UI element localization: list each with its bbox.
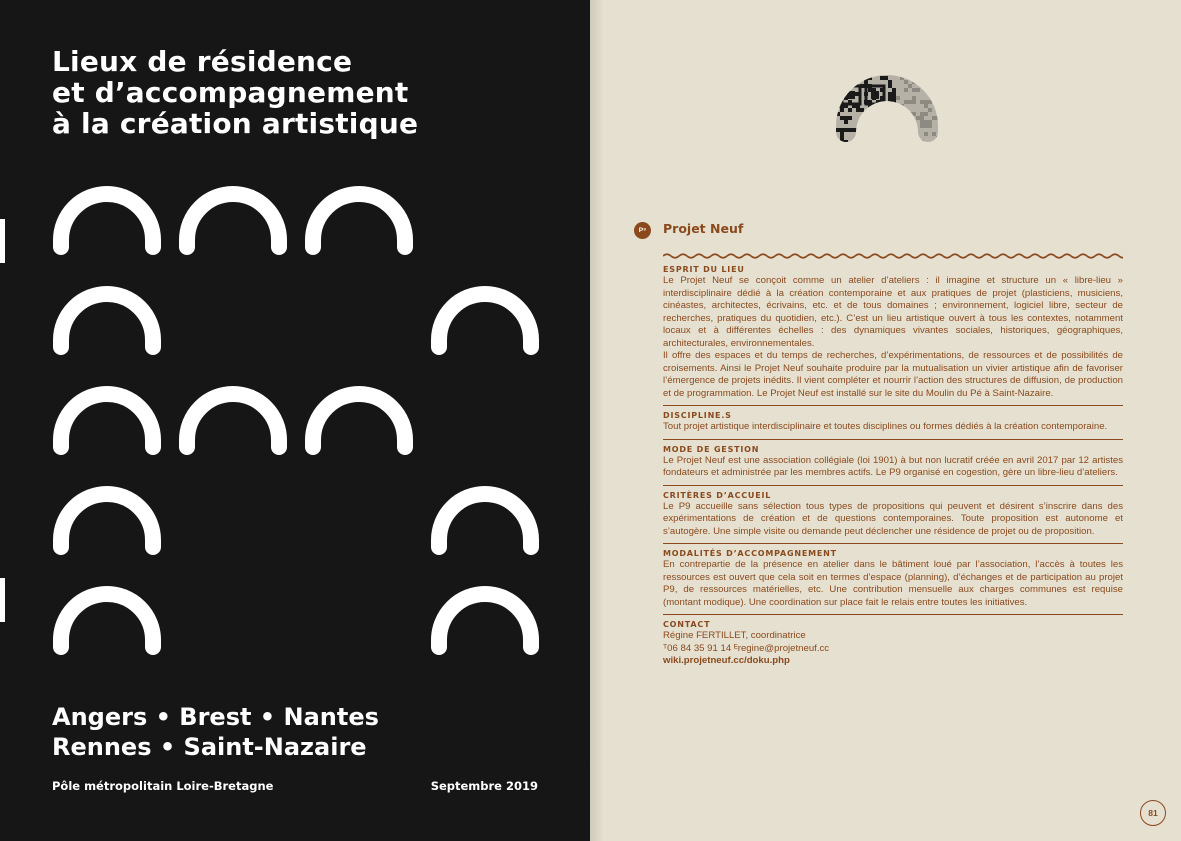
- arch-icon: [304, 185, 414, 260]
- qr-code-icon: [834, 72, 940, 144]
- arch-icon: [304, 385, 414, 460]
- section-body: Le Projet Neuf est une association collégiale (loi 1901) à but non lucratif créée en avril 2017 par 12 artistes fondateurs et administrée par les membres actifs. Le P9 organisé en cogestion, gère un libre-lieu d’ateliers.: [663, 454, 1123, 478]
- left-page: [0, 0, 590, 841]
- tab-marker: [0, 219, 5, 263]
- project-title: Projet Neuf: [663, 221, 744, 236]
- section-contact: [663, 614, 1123, 673]
- contact-phone-email[interactable]: ᵀ06 84 35 91 14 ᴱregine@projetneuf.cc: [663, 642, 830, 654]
- section-disciplines: [663, 405, 1123, 439]
- title-line: Lieux de résidence: [52, 45, 353, 78]
- section-gestion: [663, 439, 1123, 485]
- section-body: Il offre des espaces et du temps de recherches, d’expérimentations, de ressources et de possibilités de croisements. Ainsi le Projet Neuf souhaite produire par la mutualisation un vivier artistique afin de favoriser l’émergence de projets inédits. Il vient compléter et nourrir l’action des structures de diffusion, de production et de programmation. Le Projet Neuf est installé sur le site du Moulin du Pé à Saint-Nazaire.: [663, 350, 1123, 399]
- arch-icon: [52, 385, 162, 460]
- project-badge: P⁹: [634, 222, 651, 239]
- section-esprit: [663, 264, 1123, 405]
- arch-icon: [430, 285, 540, 360]
- arch-icon: [430, 585, 540, 660]
- section-heading: CONTACT: [663, 620, 711, 629]
- cities-line: Rennes • Saint-Nazaire: [52, 733, 367, 761]
- section-body: En contrepartie de la présence en atelier dans le bâtiment loué par l’association, l’accès à toutes les ressources est ouvert que cela soit en termes d’espace (planning), d’échanges et de participation au projet P9, de ressources matérielles, etc. Une contribution mensuelle aux charges communes est requise (montant modique). Une coordination sur place fait le relais entre toutes les initiatives.: [663, 559, 1123, 608]
- contact-name: Régine FERTILLET, coordinatrice: [663, 630, 806, 641]
- project-content: [663, 264, 1123, 673]
- page-spine-shadow: [590, 0, 604, 841]
- page-number: 81: [1140, 800, 1166, 826]
- section-body: Le P9 accueille sans sélection tous types de propositions qui peuvent et désirent s’inscrire dans des expérimentations de création et de questions contemporaines. Toute proposition est autonome et s’autogère. Une simple visite ou demande peut déclencher une résidence de projet ou de proposition.: [663, 500, 1123, 537]
- publisher-label: Pôle métropolitain Loire-Bretagne: [52, 779, 274, 793]
- arch-icon: [52, 285, 162, 360]
- cities-list: [52, 702, 379, 762]
- section-body: Tout projet artistique interdisciplinaire et toutes disciplines ou formes dédiés à la création contemporaine.: [663, 421, 1108, 432]
- arch-icon: [52, 485, 162, 560]
- arch-icon: [178, 385, 288, 460]
- wave-divider: [663, 250, 1123, 262]
- title-line: à la création artistique: [52, 107, 419, 140]
- section-heading: MODE DE GESTION: [663, 444, 760, 454]
- section-modalites: [663, 543, 1123, 614]
- section-heading: ESPRIT DU LIEU: [663, 265, 745, 274]
- section-heading: CRITÈRES D’ACCUEIL: [663, 490, 772, 500]
- date-label: Septembre 2019: [430, 779, 538, 793]
- cities-line: Angers • Brest • Nantes: [52, 703, 379, 731]
- section-criteres: [663, 485, 1123, 544]
- section-heading: DISCIPLINE.S: [663, 411, 732, 420]
- tab-marker: [0, 578, 5, 622]
- website-link[interactable]: wiki.projetneuf.cc/doku.php: [663, 655, 790, 666]
- right-page: [590, 0, 1181, 841]
- title-line: et d’accompagnement: [52, 76, 409, 109]
- arch-icon: [178, 185, 288, 260]
- arch-icon: [52, 585, 162, 660]
- page-title: [52, 46, 418, 139]
- arch-icon: [52, 185, 162, 260]
- arch-icon: [430, 485, 540, 560]
- section-body: Le Projet Neuf se conçoit comme un atelier d’ateliers : il imagine et structure un « libre-lieu » interdisciplinaire dédié à la création contemporaine et aux pratiques de projet (plasticiens, musiciens, cinéastes, architectes, écrivains, etc. et de tous domaines ; environnement, logiciel libre, secteur de recherches, pratiques du quotidien, etc.). C’est un lieu artistique ouvert à tous les contextes, notamment locaux et à différentes échelles : des dynamiques vivantes sociales, historiques, géographiques, architecturales, environnementales.: [663, 275, 1123, 349]
- section-heading: MODALITÉS D’ACCOMPAGNEMENT: [663, 549, 837, 558]
